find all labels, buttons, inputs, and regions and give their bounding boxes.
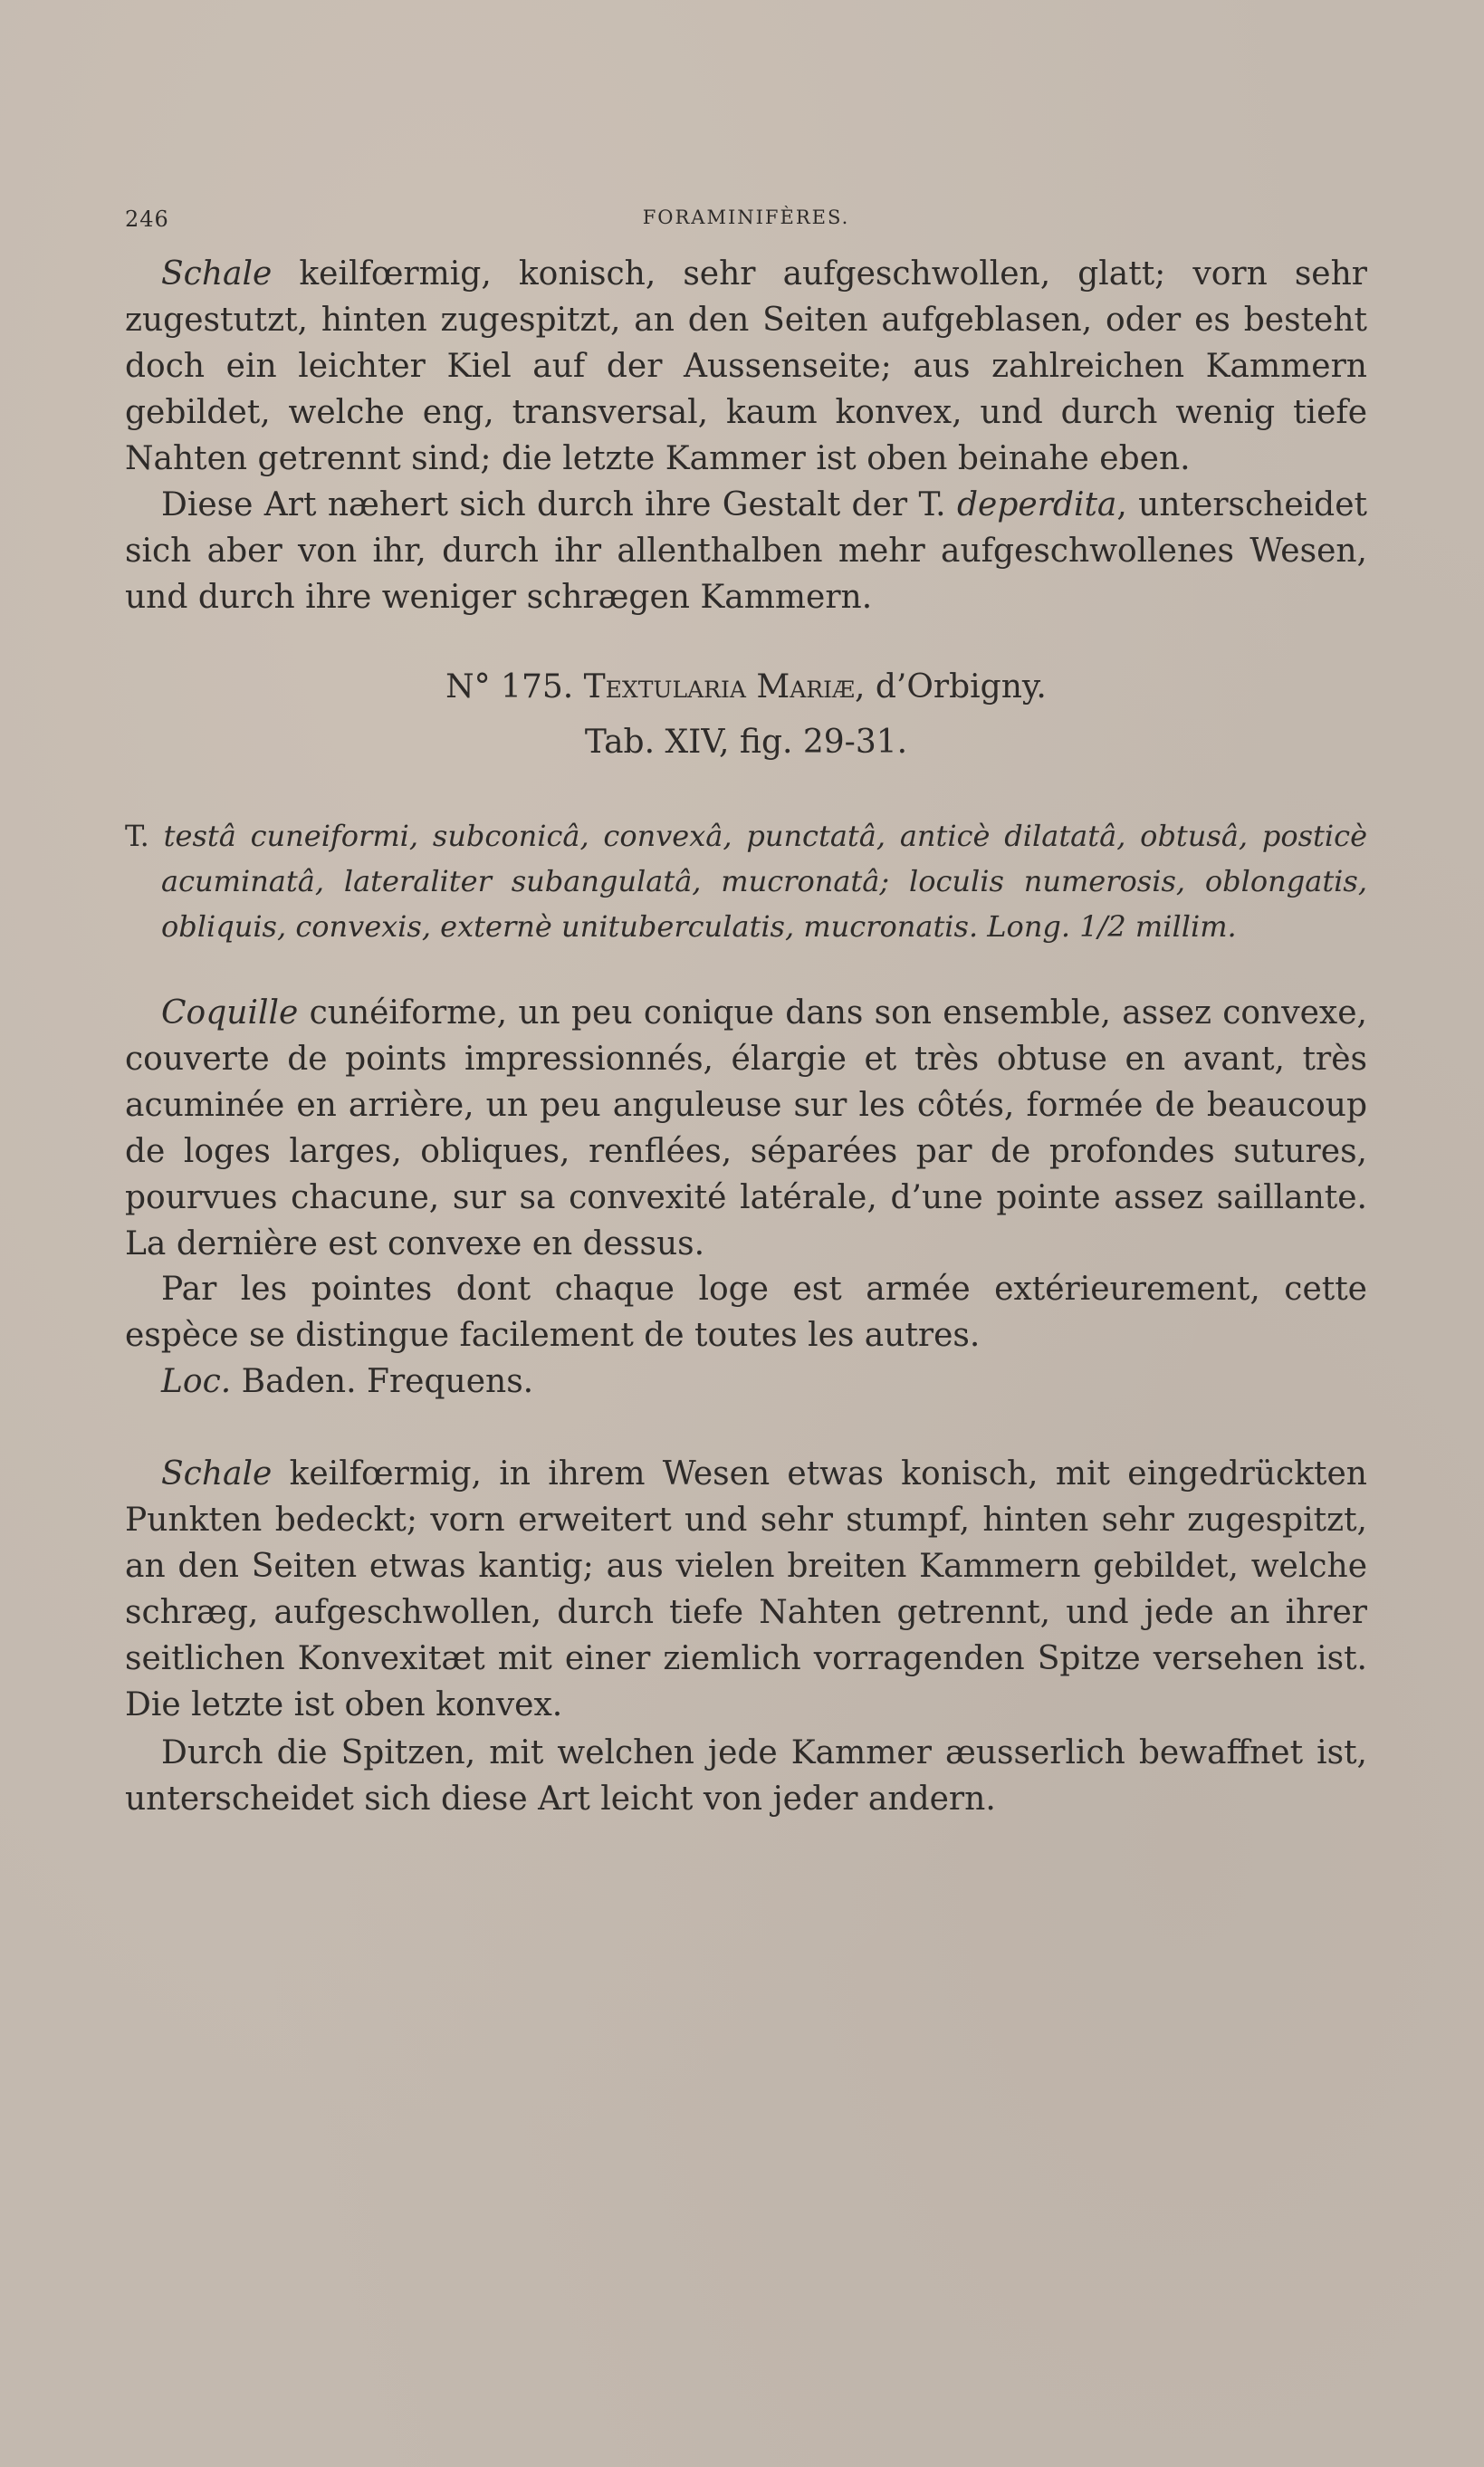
german-description-2-text: keilfœrmig, in ihrem Wesen etwas konisch, mit eingedrückten Punkten bedeckt; vorn erweitert und sehr stumpf, hinten sehr zugespitzt, an den Seiten etwas kantig; aus vielen breiten Kammern gebildet, welche schræg, aufgeschwollen, durch tiefe Nahten getrennt, und jede an ihrer seitlichen Konvexitæt mit einer ziemlich vorragenden Spitze versehen ist. Die letzte ist oben konvex. <box>125 1455 1367 1723</box>
page-header <box>125 206 1367 234</box>
german-comparison-1-before: Diese Art næhert sich durch ihre Gestalt der T. <box>161 486 946 523</box>
latin-diagnosis <box>125 813 1367 949</box>
species-author: d’Orbigny. <box>875 668 1047 706</box>
french-description-text: cunéiforme, un peu conique dans son ensemble, assez convexe, couverte de points impressionnés, élargie et très obtuse en avant, très acuminée en arrière, un peu anguleuse sur les côtés, formée de beaucoup de loges larges, obliques, renflées, séparées par de profondes sutures, pourvues chacune, sur sa convexité latérale, d’une pointe assez saillante. La dernière est convexe en dessus. <box>125 994 1367 1262</box>
german-description-2 <box>125 1451 1367 1728</box>
german-description-1 <box>125 251 1367 482</box>
page-number: 246 <box>125 206 169 232</box>
latin-diagnosis-text: testâ cuneiformi, subconicâ, convexâ, punctatâ, anticè dilatatâ, obtusâ, posticè acuminatâ, lateraliter subangulatâ, mucronatâ; loculis numerosis, oblongatis, obliquis, convexis, externè unituberculatis, mucronatis. Long. 1/2 millim. <box>161 819 1368 944</box>
running-title: FORAMINIFÈRES. <box>642 206 850 228</box>
locality-text: Baden. Frequens. <box>241 1363 534 1400</box>
french-lead-word: Coquille <box>161 994 299 1032</box>
german-comparison-1 <box>125 482 1367 620</box>
german-2-lead-word: Schale <box>161 1455 273 1493</box>
french-description <box>125 990 1367 1267</box>
species-number: N° 175. <box>445 668 574 706</box>
german-comparison-2: Durch die Spitzen, mit welchen jede Kammer æusserlich bewaffnet ist, unterscheidet sich diese Art leicht von jeder andern. <box>125 1734 1367 1818</box>
species-name: Textularia Mariæ, <box>583 668 866 706</box>
german-lead-word: Schale <box>161 255 273 293</box>
locality <box>125 1358 1367 1405</box>
german-comparison-1-species: deperdita <box>956 486 1117 523</box>
species-heading <box>125 664 1367 710</box>
french-comparison: Par les pointes dont chaque loge est armée extérieurement, cette espèce se distingue facilement de toutes les autres. <box>125 1271 1367 1354</box>
latin-genus: T. <box>125 819 149 853</box>
german-comparison-1-after: , unterscheidet sich aber von ihr, durch ihr allenthalben mehr aufgeschwollenes Wesen, und durch ihre weniger schrægen Kammern. <box>125 486 1367 616</box>
german-description-1-text: keilfœrmig, konisch, sehr aufgeschwollen, glatt; vorn sehr zugestutzt, hinten zugespitzt, an den Seiten aufgeblasen, oder es besteht doch ein leichter Kiel auf der Aussenseite; aus zahlreichen Kammern gebildet, welche eng, transversal, kaum konvex, und durch wenig tiefe Nahten getrennt sind; die letzte Kammer ist oben beinahe eben. <box>125 255 1367 477</box>
plate-reference: Tab. XIV, fig. 29-31. <box>584 724 908 761</box>
locality-label: Loc. <box>161 1363 232 1400</box>
